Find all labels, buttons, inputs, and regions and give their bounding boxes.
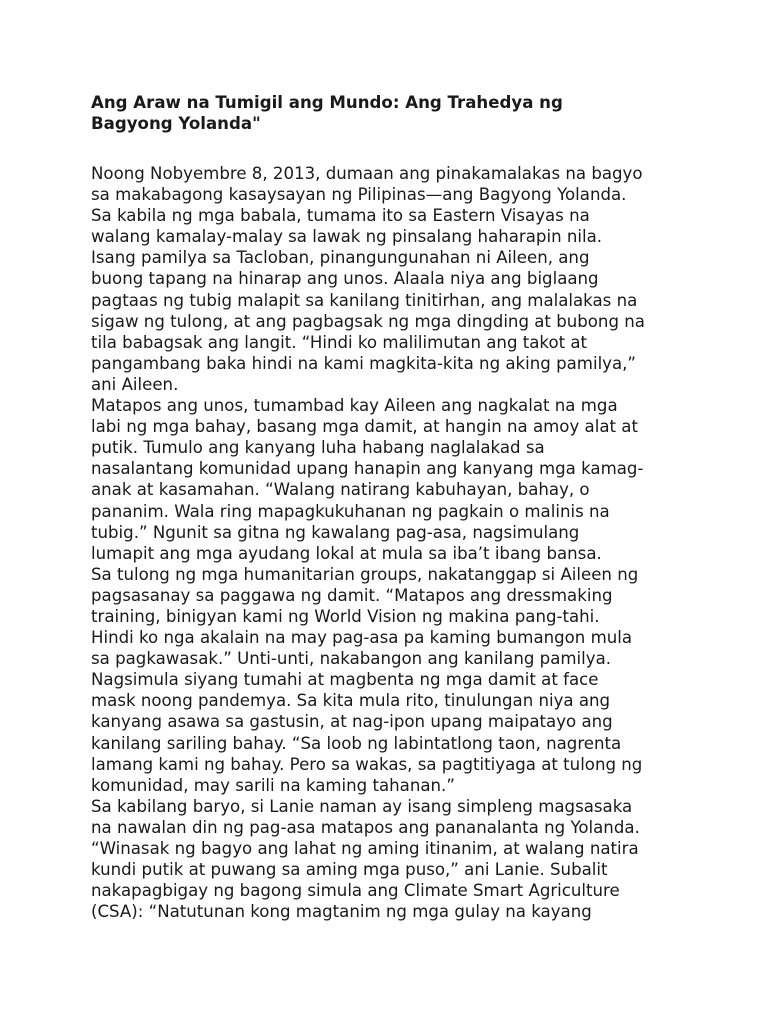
body-text-line: nakapagbigay ng bagong simula ang Climate Smart Agriculture [91,881,620,901]
body-text-line: lamang kami ng bahay. Pero sa wakas, sa pagtitiyaga at tulong ng [91,754,643,774]
body-text-line: mask noong pandemya. Sa kita mula rito, tinulungan niya ang [91,691,611,711]
body-text-line: Nagsimula siyang tumahi at magbenta ng mga damit at face [91,670,599,690]
body-text-line: (CSA): “Natutunan kong magtanim ng mga gulay na kayang [91,902,592,922]
body-text-line: komunidad, may sarili na kaming tahanan.” [91,775,455,795]
body-text-line: sa makabagong kasaysayan ng Pilipinas—ang Bagyong Yolanda. [91,185,627,205]
body-text-line: pananim. Wala ring mapagkukuhanan ng pagkain o malinis na [91,501,610,521]
body-text-line: walang kamalay-malay sa lawak ng pinsalang haharapin nila. [91,227,603,247]
body-text-line: ani Aileen. [91,374,179,394]
document-title: Ang Araw na Tumigil ang Mundo: Ang Trahedya ng Bagyong Yolanda" [91,93,563,133]
body-text-line: pangambang baka hindi na kami magkita-kita ng aking pamilya,” [91,353,637,373]
body-text-line: pagsasanay sa paggawa ng damit. “Matapos ang dressmaking [91,585,613,605]
body-text-line: buong tapang na hinarap ang unos. Alaala niya ang biglaang [91,269,599,289]
body-text-line: kanilang sariling bahay. “Sa loob ng labintatlong taon, nagrenta [91,733,622,753]
body-text-line: putik. Tumulo ang kanyang luha habang naglalakad sa [91,438,545,458]
body-text-line: training, binigyan kami ng World Vision ng makina pang-tahi. [91,606,600,626]
body-text-line: sigaw ng tulong, at ang pagbagsak ng mga dingding at bubong na [91,311,645,331]
body-text-line: Isang pamilya sa Tacloban, pinangungunahan ni Aileen, ang [91,248,590,268]
body-text-line: Sa tulong ng mga humanitarian groups, nakatanggap si Aileen ng [91,564,639,584]
body-text-line: Matapos ang unos, tumambad kay Aileen ang nagkalat na mga [91,396,618,416]
body-text-line: kundi putik at puwang sa aming mga puso,” ani Lanie. Subalit [91,860,608,880]
body-text-line: Noong Nobyembre 8, 2013, dumaan ang pinakamalakas na bagyo [91,164,643,183]
document-page [91,92,701,922]
body-text-line: “Winasak ng bagyo ang lahat ng aming itinanim, at walang natira [91,839,639,858]
body-text-line: anak at kasamahan. “Walang natirang kabuhayan, bahay, o [91,480,590,500]
body-text-line: Sa kabilang baryo, si Lanie naman ay isang simpleng magsasaka [91,796,633,816]
body-text-line: kanyang asawa sa gastusin, at nag-ipon upang maipatayo ang [91,712,613,732]
document-body [91,163,701,922]
body-text-line: lumapit ang mga ayudang lokal at mula sa iba’t ibang bansa. [91,543,602,563]
body-text-line: nasalantang komunidad upang hanapin ang kanyang mga kamag- [91,459,644,479]
body-text-line: tubig.” Ngunit sa gitna ng kawalang pag-asa, nagsimulang [91,522,580,542]
body-text-line: pagtaas ng tubig malapit sa kanilang tinitirhan, ang malalakas na [91,290,638,310]
body-text-line: Sa kabila ng mga babala, tumama ito sa Eastern Visayas na [91,206,590,226]
body-text-line: labi ng mga bahay, basang mga damit, at hangin na amoy alat at [91,417,638,437]
body-text-line: sa pagkawasak.” Unti-unti, nakabangon ang kanilang pamilya. [91,649,612,669]
body-text-line: Hindi ko nga akalain na may pag-asa pa kaming bumangon mula [91,628,633,648]
body-text-line: tila babagsak ang langit. “Hindi ko malilimutan ang takot at [91,332,588,352]
body-text-line: na nawalan din ng pag-asa matapos ang pananalanta ng Yolanda. [91,817,640,837]
